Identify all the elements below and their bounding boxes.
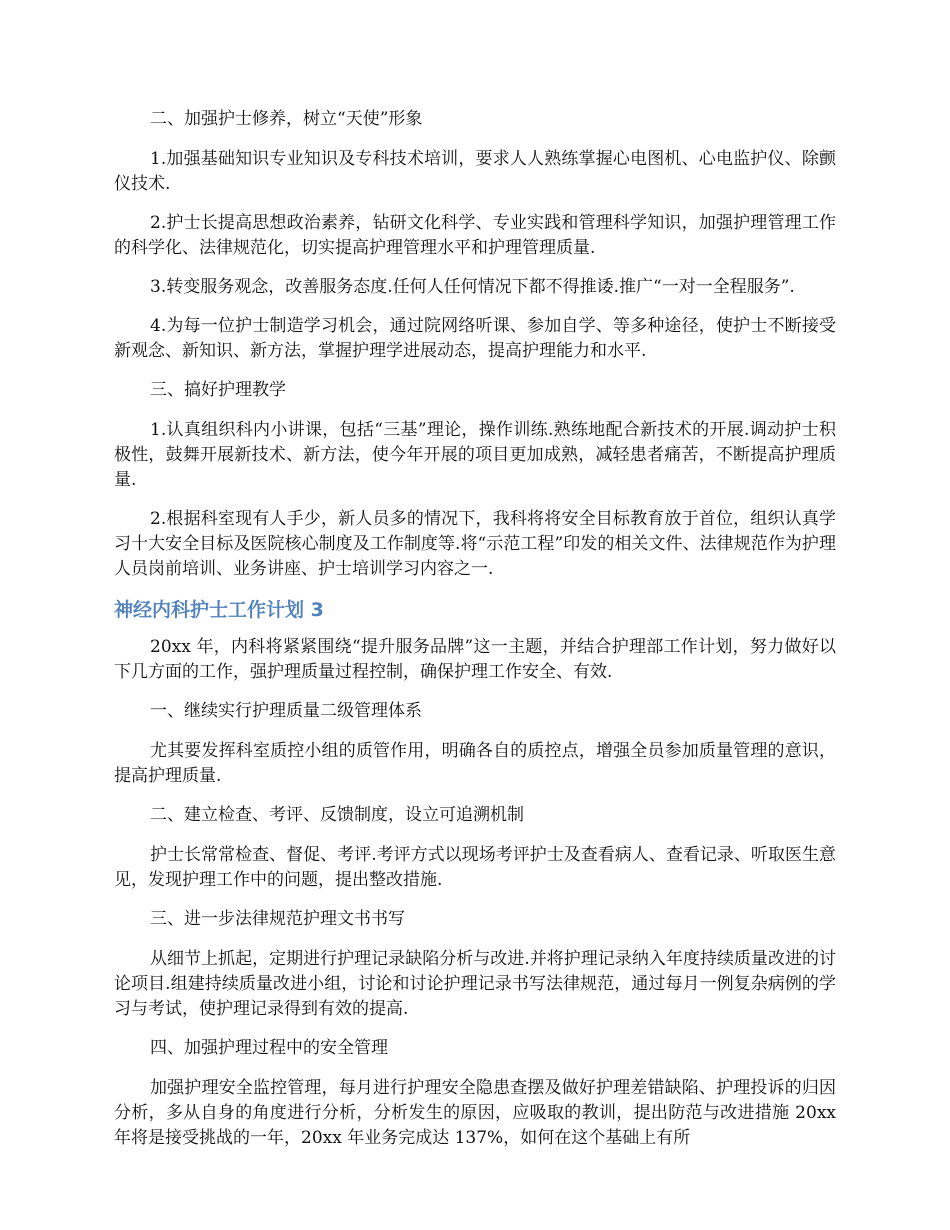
section-heading-1: 一、继续实行护理质量二级管理体系 xyxy=(150,701,422,721)
section-heading-3b: 三、进一步法律规范护理文书书写 xyxy=(150,909,405,929)
paragraph: 护士长常常检查、督促、考评.考评方式以现场考评护士及查看病人、查看记录、听取医生意见，发现护理工作中的问题，提出整改措施. xyxy=(114,845,836,890)
paragraph: 加强护理安全监控管理，每月进行护理安全隐患查摆及做好护理差错缺陷、护理投诉的归因分析，多从自身的角度进行分析，分析发生的原因，应吸取的教训，提出防范与改进措施 20xx 年将是接受挑战的一年，20xx 年业务完成达 137%，如何在这个基础上有所 xyxy=(114,1078,836,1148)
paragraph: 2.护士长提高思想政治素养，钻研文化科学、专业实践和管理科学知识，加强护理管理工作的科学化、法律规范化，切实提高护理管理水平和护理管理质量. xyxy=(114,213,836,258)
document-page xyxy=(114,107,836,1165)
section-heading-3: 三、搞好护理教学 xyxy=(150,380,286,400)
section-heading-2b: 二、建立检查、考评、反馈制度，设立可追溯机制 xyxy=(150,805,524,825)
section-heading-4: 四、加强护理过程中的安全管理 xyxy=(150,1038,388,1058)
paragraph: 2.根据科室现有人手少，新人员多的情况下，我科将将安全目标教育放于首位，组织认真学习十大安全目标及医院核心制度及工作制度等.将“示范工程”印发的相关文件、法律规范作为护理人员岗前培训、业务讲座、护士培训学习内容之一. xyxy=(114,509,836,579)
paragraph: 尤其要发挥科室质控小组的质管作用，明确各自的质控点，增强全员参加质量管理的意识，提高护理质量. xyxy=(114,741,836,786)
paragraph: 4.为每一位护士制造学习机会，通过院网络听课、参加自学、等多种途径，使护士不断接受新观念、新知识、新方法，掌握护理学进展动态，提高护理能力和水平. xyxy=(114,316,836,361)
intro-paragraph: 20xx 年，内科将紧紧围绕“提升服务品牌”这一主题，并结合护理部工作计划，努力做好以下几方面的工作，强护理质量过程控制，确保护理工作安全、有效. xyxy=(114,637,836,682)
paragraph: 1.加强基础知识专业知识及专科技术培训，要求人人熟练掌握心电图机、心电监护仪、除颤仪技术. xyxy=(114,149,836,194)
section-heading-2: 二、加强护士修养，树立“天使”形象 xyxy=(150,109,423,129)
paragraph: 3.转变服务观念，改善服务态度.任何人任何情况下都不得推诿.推广“一对一全程服务”. xyxy=(150,277,795,297)
paragraph: 1.认真组织科内小讲课，包括“三基”理论，操作训练.熟练地配合新技术的开展.调动护士积极性，鼓舞开展新技术、新方法，使今年开展的项目更加成熟，减轻患者痛苦，不断提高护理质量. xyxy=(114,420,836,490)
document-heading: 神经内科护士工作计划 3 xyxy=(114,599,324,621)
paragraph: 从细节上抓起，定期进行护理记录缺陷分析与改进.并将护理记录纳入年度持续质量改进的讨论项目.组建持续质量改进小组，讨论和讨论护理记录书写法律规范，通过每月一例复杂病例的学习与考试，使护理记录得到有效的提高. xyxy=(114,949,836,1019)
